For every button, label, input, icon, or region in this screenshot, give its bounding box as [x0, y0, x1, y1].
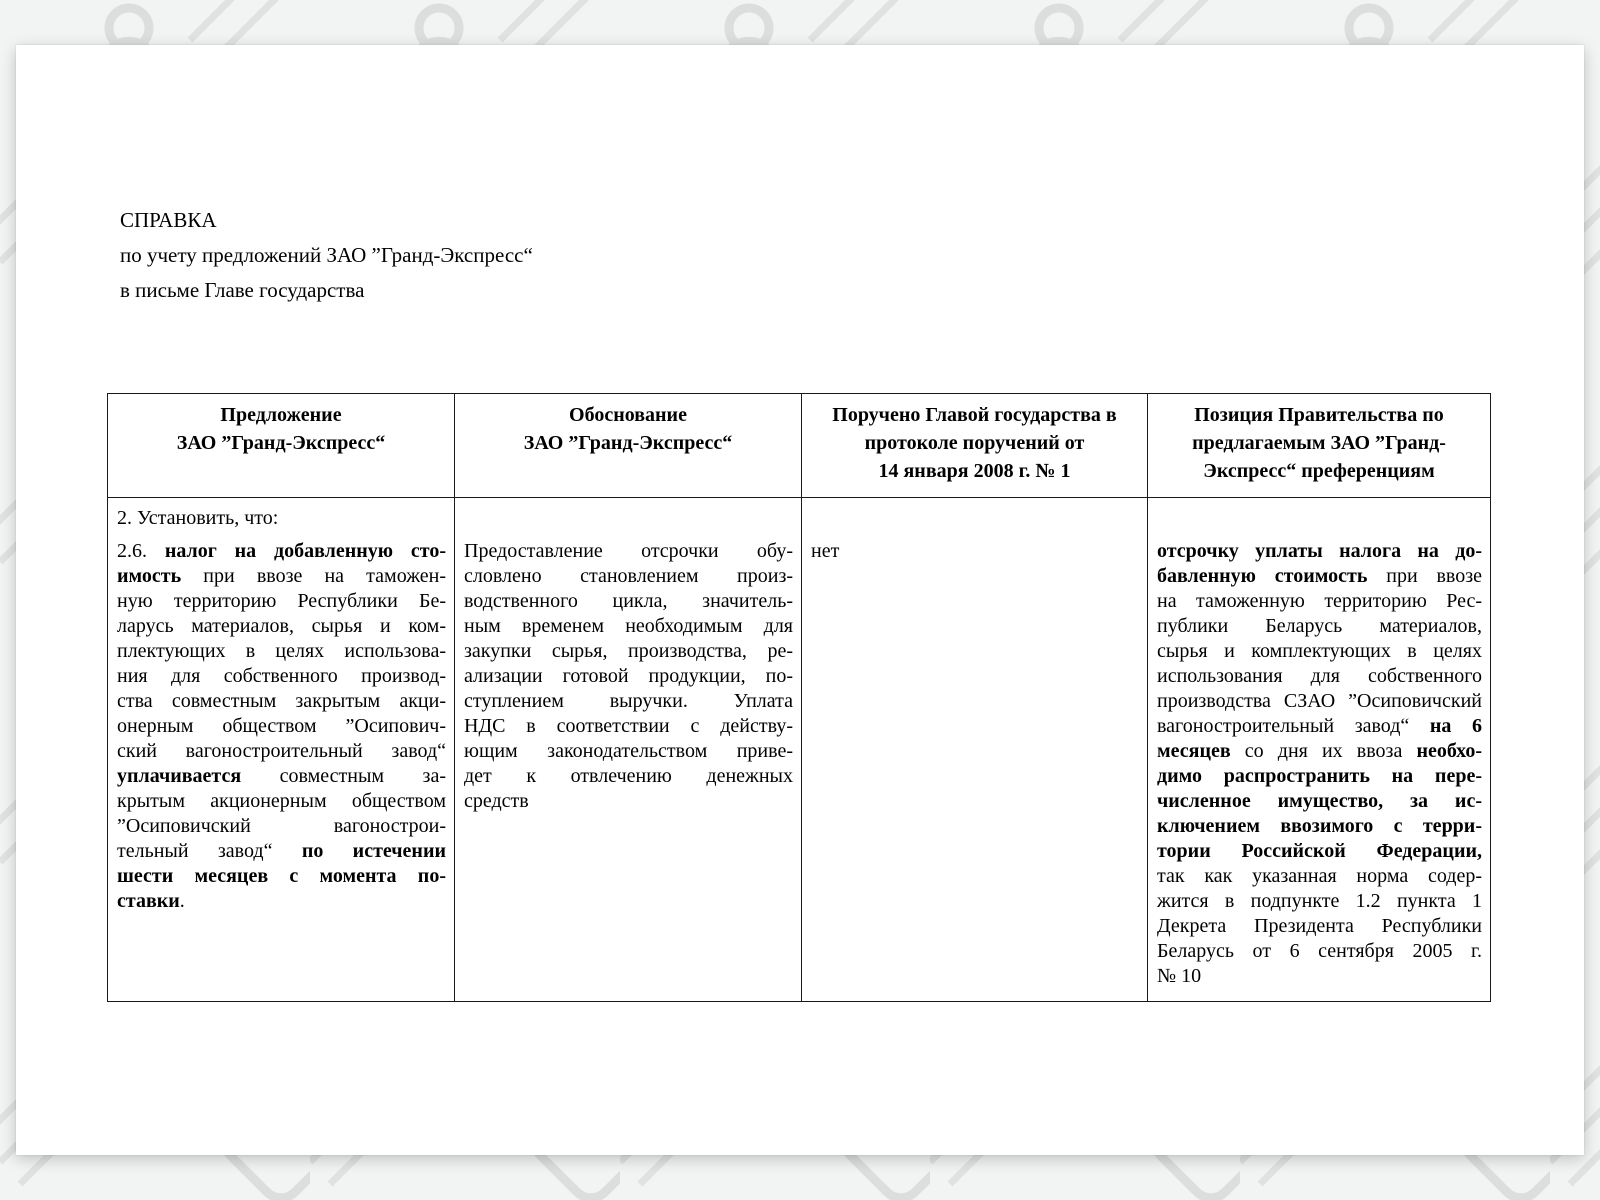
text-run: Декрета Президента Республики — [1157, 915, 1482, 937]
document-title — [120, 203, 1584, 308]
text-line — [1157, 714, 1482, 739]
text-run: производства СЗАО ”Осиповичский — [1157, 690, 1482, 712]
text-line — [464, 614, 793, 639]
text-line — [117, 739, 446, 764]
text-run: на таможенную территорию Рес- — [1157, 590, 1482, 612]
text-line — [1157, 914, 1482, 939]
text-line — [1157, 614, 1482, 639]
cell-government-position — [1148, 498, 1491, 1002]
text-run: при ввозе — [1367, 565, 1483, 587]
cell-government-position-content — [1148, 498, 1490, 1001]
text-run: налог на добавленную сто- — [164, 540, 446, 562]
text-line — [464, 739, 793, 764]
title-line-3: в письме Главе государства — [120, 278, 365, 302]
header-line: ЗАО ”Гранд-Экспресс“ — [176, 432, 386, 454]
text-run: при ввозе на таможен- — [181, 565, 446, 587]
text-line — [117, 714, 446, 739]
text-line — [464, 589, 793, 614]
text-run: ставки — [117, 890, 180, 912]
text-line — [117, 864, 446, 889]
text-run: месяцев — [1157, 740, 1231, 762]
text-run: онерным обществом ”Осипович- — [117, 715, 446, 737]
header-line: Позиция Правительства по — [1194, 404, 1444, 426]
text-run: водственного цикла, значитель- — [464, 590, 793, 612]
header-line: Экспресс“ преференциям — [1203, 460, 1435, 482]
header-line: Обоснование — [569, 404, 687, 426]
text-run: шести месяцев с момента по- — [117, 865, 446, 887]
document-page — [16, 45, 1584, 1155]
text-run: уплачивается — [117, 765, 242, 787]
text-line — [1157, 939, 1482, 964]
table-header-row — [108, 394, 1491, 498]
text-run: со дня их ввоза — [1230, 740, 1417, 762]
text-line — [1157, 814, 1482, 839]
cell-instruction-content — [802, 498, 1147, 576]
header-justification — [455, 394, 802, 498]
header-line: протоколе поручений от — [864, 432, 1085, 454]
text-line — [117, 764, 446, 789]
text-run: . — [179, 890, 185, 912]
header-line: 14 января 2008 г. № 1 — [878, 460, 1071, 482]
text-line — [464, 564, 793, 589]
text-run: публики Беларусь материалов, — [1157, 615, 1482, 637]
cell-justification — [455, 498, 802, 1002]
cell-instruction — [802, 498, 1148, 1002]
text-line — [1157, 739, 1482, 764]
text-run: ющим законодательством приве- — [464, 740, 793, 762]
text-run: ния для собственного производ- — [117, 665, 446, 687]
text-line — [1157, 964, 1482, 989]
text-run: ларусь материалов, сырья и ком- — [117, 615, 446, 637]
text-line — [117, 789, 446, 814]
text-run: Беларусь от 6 сентября 2005 г. — [1157, 940, 1482, 962]
text-line — [1157, 539, 1482, 564]
title-line-1: СПРАВКА — [120, 208, 217, 232]
text-run: по истечении — [301, 840, 447, 862]
text-run: ным временем необходимым для — [464, 615, 793, 637]
text-line — [117, 506, 446, 531]
text-run: тории Российской Федерации, — [1157, 840, 1482, 862]
text-run: численное имущество, за ис- — [1157, 790, 1482, 812]
text-line — [117, 639, 446, 664]
text-line — [1157, 789, 1482, 814]
text-line — [1157, 589, 1482, 614]
text-run: нет — [811, 540, 840, 562]
text-line — [464, 639, 793, 664]
text-line — [117, 614, 446, 639]
text-line — [464, 689, 793, 714]
text-run: ключением ввозимого с терри- — [1157, 815, 1482, 837]
text-run: 2. Установить, что: — [117, 507, 279, 529]
text-line — [117, 589, 446, 614]
text-run: димо распространить на пере- — [1157, 765, 1482, 787]
cell-proposal — [108, 498, 455, 1002]
paragraph — [811, 539, 1139, 564]
paragraph — [1157, 539, 1482, 989]
text-line — [811, 539, 1139, 564]
header-instruction — [802, 394, 1148, 498]
text-line — [117, 564, 446, 589]
text-run: ную территорию Республики Бе- — [117, 590, 446, 612]
text-run: сырья и комплектующих в целях — [1157, 640, 1482, 662]
text-run: использования для собственного — [1157, 665, 1482, 687]
header-proposal — [108, 394, 455, 498]
text-run: плектующих в целях использова- — [117, 640, 446, 662]
text-run: словлено становлением произ- — [464, 565, 793, 587]
title-line-2: по учету предложений ЗАО ”Гранд-Экспресс“ — [120, 243, 533, 267]
text-run: дет к отвлечению денежных — [464, 765, 793, 787]
text-line — [464, 714, 793, 739]
proposals-table — [107, 393, 1491, 1002]
text-line — [1157, 689, 1482, 714]
text-run: на 6 — [1429, 715, 1482, 737]
text-line — [1157, 639, 1482, 664]
text-line — [117, 889, 446, 914]
text-line — [464, 789, 793, 814]
paragraph — [117, 506, 446, 531]
header-government-position — [1148, 394, 1491, 498]
text-line — [117, 689, 446, 714]
text-run: совместным за- — [241, 765, 446, 787]
text-run: средств — [464, 790, 529, 812]
text-line — [464, 664, 793, 689]
text-run: закупки сырья, производства, ре- — [464, 640, 793, 662]
header-line: Поручено Главой государства в — [832, 404, 1117, 426]
cell-proposal-content — [108, 498, 454, 926]
table-body-row — [108, 498, 1491, 1002]
text-run: так как указанная норма содер- — [1157, 865, 1482, 887]
text-line — [464, 764, 793, 789]
header-line: предлагаемым ЗАО ”Гранд- — [1192, 432, 1446, 454]
text-line — [1157, 839, 1482, 864]
text-line — [117, 814, 446, 839]
text-run: ский вагоностроительный завод“ — [117, 740, 446, 762]
text-run: крытым акционерным обществом — [117, 790, 446, 812]
text-run: жится в подпункте 1.2 пункта 1 — [1157, 890, 1482, 912]
text-run: отсрочку уплаты налога на до- — [1157, 540, 1482, 562]
header-line: Предложение — [220, 404, 342, 426]
text-run: 2.6. — [117, 540, 165, 562]
text-line — [117, 664, 446, 689]
cell-justification-content — [455, 498, 801, 826]
paragraph — [464, 539, 793, 814]
text-run: ступлением выручки. Уплата — [464, 690, 793, 712]
text-run: ства совместным закрытым акци- — [117, 690, 446, 712]
text-run: ализации готовой продукции, по- — [464, 665, 793, 687]
text-line — [1157, 864, 1482, 889]
text-run: Предоставление отсрочки обу- — [464, 540, 793, 562]
text-line — [1157, 564, 1482, 589]
text-run: имость — [117, 565, 182, 587]
text-run: необхо- — [1416, 740, 1482, 762]
text-line — [1157, 664, 1482, 689]
text-run: ”Осиповичский вагонострои- — [117, 815, 446, 837]
text-line — [117, 539, 446, 564]
text-line — [1157, 889, 1482, 914]
text-line — [1157, 764, 1482, 789]
text-run: НДС в соответствии с действу- — [464, 715, 793, 737]
text-run: № 10 — [1157, 965, 1202, 987]
text-run: бавленную стоимость — [1157, 565, 1368, 587]
text-line — [464, 539, 793, 564]
text-run: вагоностроительный завод“ — [1157, 715, 1430, 737]
text-run: тельный завод“ — [117, 840, 302, 862]
header-line: ЗАО ”Гранд-Экспресс“ — [523, 432, 733, 454]
text-line — [117, 839, 446, 864]
paragraph — [117, 539, 446, 914]
